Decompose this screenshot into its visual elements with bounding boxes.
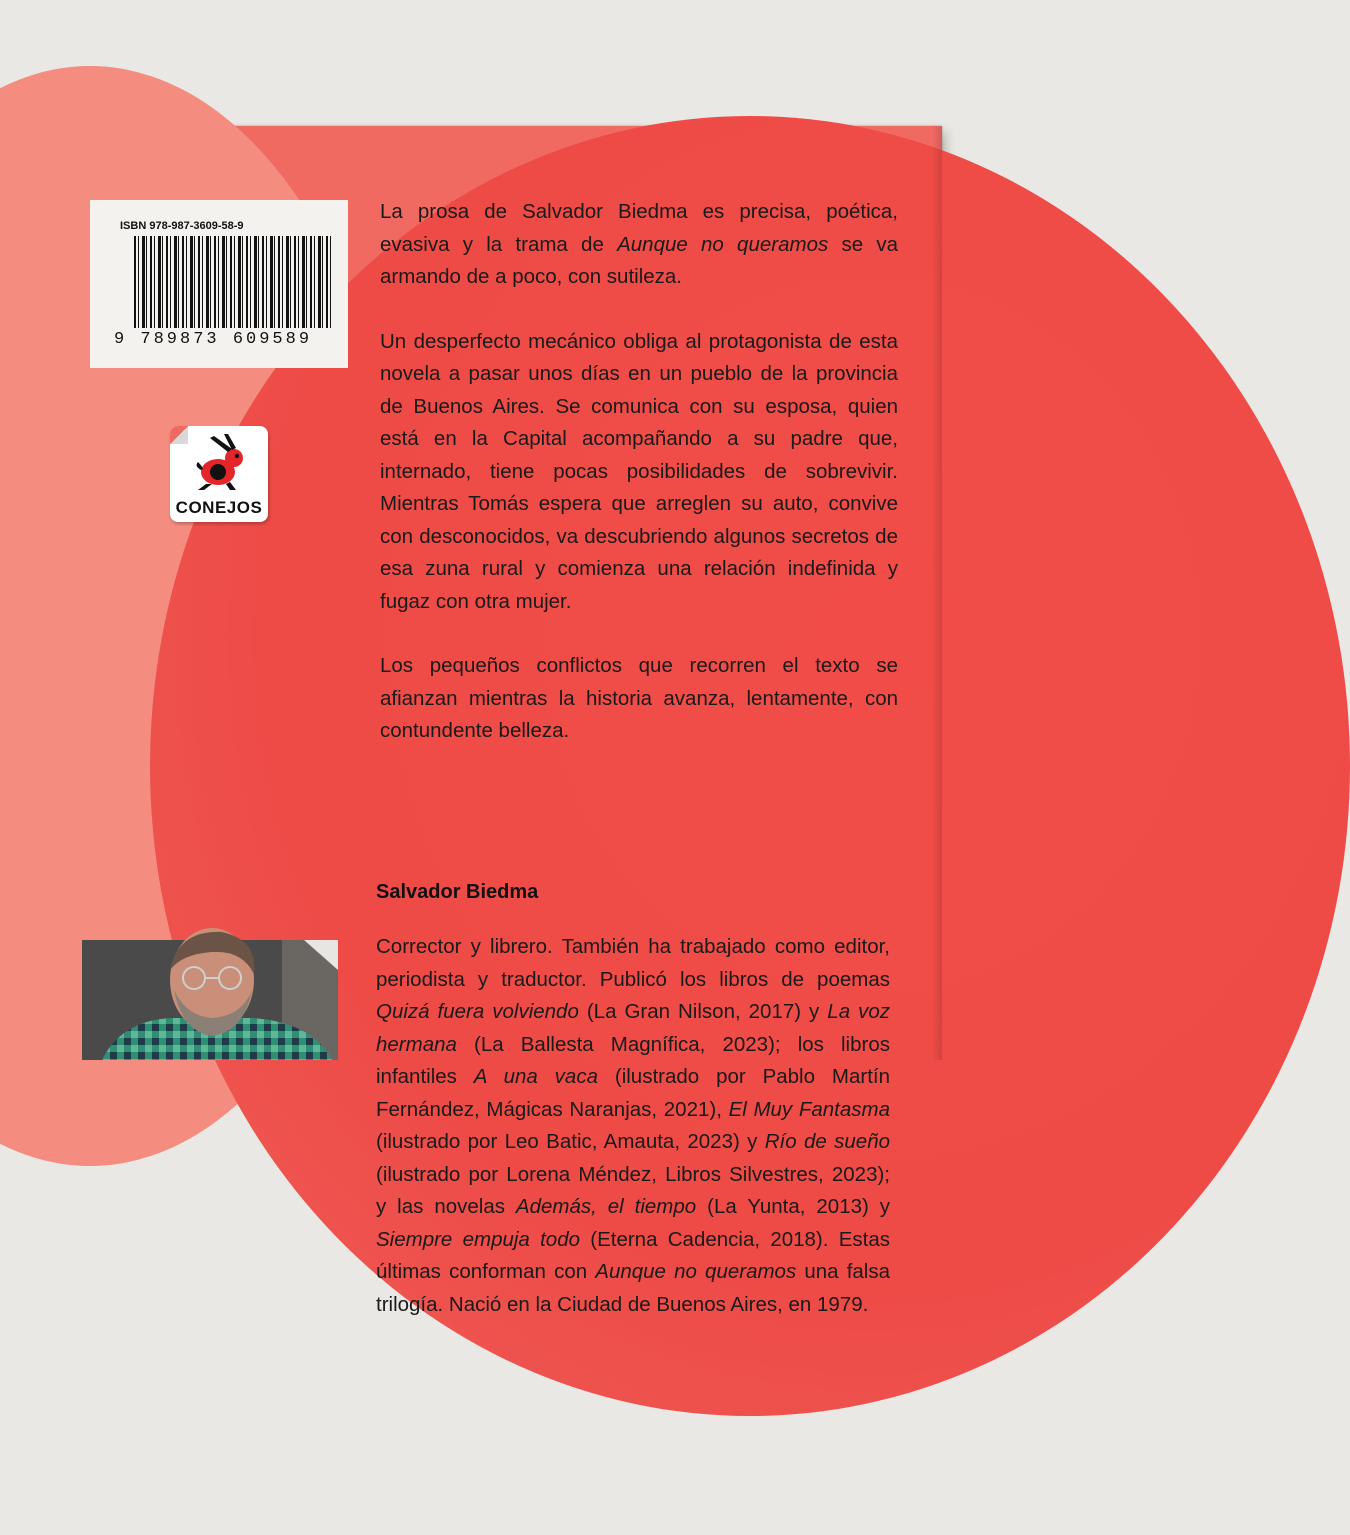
work-title: Quizá fuera volviendo	[376, 1000, 579, 1023]
bio-text: (Eterna Cadencia, 2018). Estas últimas conforman con	[376, 1227, 890, 1283]
publisher-name: CONEJOS	[175, 498, 263, 517]
publisher-logo	[170, 426, 268, 522]
work-title: La voz hermana	[376, 1000, 890, 1056]
work-title: A una vaca	[473, 1065, 598, 1088]
work-title: Río de sueño	[764, 1130, 891, 1153]
author-bio	[376, 931, 890, 1321]
bio-text: (ilustrado por Pablo Martín Fernández, Mágicas Naranjas, 2021),	[376, 1065, 890, 1121]
author-name: Salvador Biedma	[376, 881, 539, 903]
book-back-cover	[70, 126, 942, 1316]
book-blurb	[380, 196, 898, 780]
bio-text: (La Gran Nilson, 2017) y	[578, 1000, 828, 1023]
blurb-paragraph-3: Los pequeños conflictos que recorren el texto se afianzan mientras la historia avanza, lentamente, con contundente belleza.	[380, 654, 898, 742]
barcode-icon	[134, 236, 334, 328]
bio-text: (La Ballesta Magnífica, 2023); los libros infantiles	[376, 1032, 890, 1088]
blurb-paragraph-1	[380, 196, 898, 294]
book-title: Aunque no queramos	[617, 232, 829, 256]
rabbit-icon	[188, 432, 252, 496]
author-photo	[82, 940, 338, 1060]
bio-paragraph	[376, 931, 890, 1321]
work-title: Aunque no queramos	[595, 1260, 797, 1283]
blurb-paragraph-2: Un desperfecto mecánico obliga al protagonista de esta novela a pasar unos días en un pueblo de la provincia de Buenos Aires. Se comunica con su esposa, quien está en la Capital acompañando a su padre que, internado, tiene pocas posibilidades de sobrevivir. Mientras Tomás espera que arreglen su auto, convive con desconocidos, va descubriendo algunos secretos de esa zuna rural y comienza una relación indefinida y fugaz con otra mujer.	[380, 329, 898, 613]
bio-text: (ilustrado por Leo Batic, Amauta, 2023) y	[376, 1130, 765, 1153]
isbn-label: ISBN 978-987-3609-58-9	[120, 220, 244, 232]
bio-text: (La Yunta, 2013) y	[696, 1195, 891, 1218]
blurb-text: se va armando de a poco, con sutileza.	[380, 232, 899, 288]
bio-text: (ilustrado por Lorena Méndez, Libros Silvestres, 2023); y las novelas	[376, 1162, 890, 1218]
barcode-sticker	[90, 200, 348, 368]
work-title: El Muy Fantasma	[728, 1097, 890, 1121]
logo-fold	[170, 426, 188, 444]
work-title: Además, el tiempo	[515, 1195, 697, 1218]
blurb-text: La prosa de Salvador Biedma es precisa, poética, evasiva y la trama de	[380, 200, 898, 256]
bio-text: Corrector y librero. También ha trabajado como editor, periodista y traductor. Publicó los libros de poemas	[376, 935, 890, 991]
isbn-digits: 9 789873 609589	[114, 330, 313, 349]
book-edge	[932, 126, 942, 1060]
bio-text: una falsa trilogía. Nació en la Ciudad de Buenos Aires, en 1979.	[376, 1260, 891, 1316]
work-title: Siempre empuja todo	[376, 1227, 580, 1251]
